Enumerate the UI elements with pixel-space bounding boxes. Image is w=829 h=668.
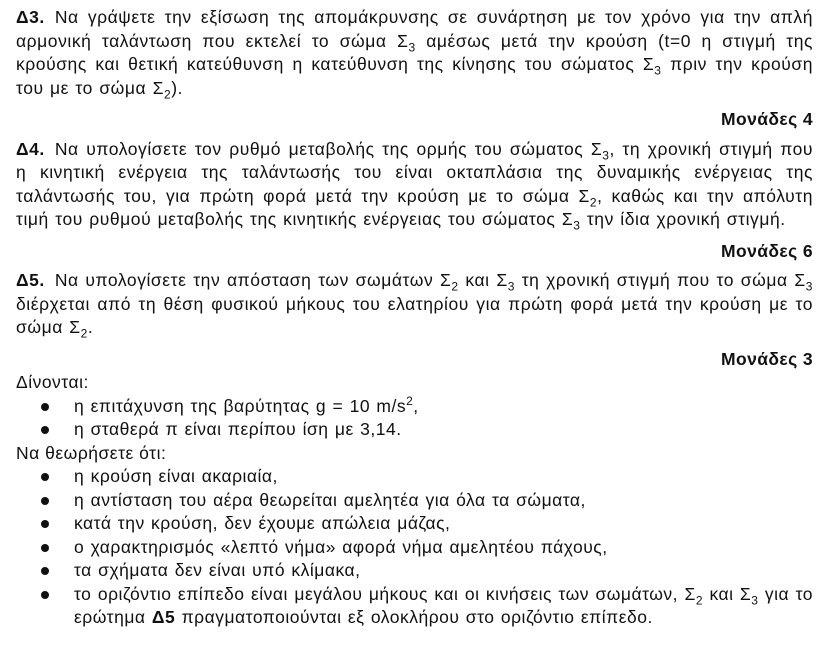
- question-d4: [16, 138, 813, 232]
- question-text: Να υπολογίσετε τον ρυθμό μεταβολής της ορμής του σώματος Σ: [54, 138, 603, 159]
- question-d5: [16, 269, 813, 340]
- assume-last-text: για το ερώτημα: [74, 583, 813, 627]
- question-text: , τη χρονική στιγμή που η κινητική ενέργεια της ταλάντωσής του είναι οκταπλάσια της δυναμικής ενέργειας της ταλάντωσής του, για πρώτη φορά μετά την κρούση με το σώμα Σ: [16, 138, 813, 206]
- subscript: 2: [695, 593, 703, 607]
- assume-last-text: το οριζόντιο επίπεδο είναι μεγάλου μήκους και οι κινήσεις των σωμάτων, Σ: [74, 583, 696, 604]
- question-label: Δ4.: [16, 138, 45, 159]
- question-text: πριν την κρούση του με το σώμα Σ: [16, 54, 813, 98]
- question-text: την ίδια χρονική στιγμή.: [580, 209, 786, 229]
- given-list: [16, 395, 813, 442]
- assume-last-text: και Σ: [703, 583, 752, 604]
- subscript: 3: [507, 279, 515, 294]
- list-item: [16, 395, 813, 419]
- question-text: Να υπολογίσετε την απόσταση των σωμάτων Σ: [54, 270, 452, 290]
- list-item: η αντίσταση του αέρα θεωρείται αμελητέα για όλα τα σώματα,: [16, 489, 813, 513]
- subscript: 2: [80, 326, 88, 341]
- subscript: 2: [589, 195, 598, 209]
- question-text: Να γράψετε την εξίσωση της απομάκρυνσης σε συνάρτηση με τον χρόνο για την απλή αρμονική ταλάντωση που εκτελεί το σώμα Σ: [16, 7, 813, 51]
- list-item: [16, 418, 813, 442]
- question-text: και Σ: [458, 270, 508, 290]
- subscript: 3: [602, 148, 610, 162]
- superscript: 2: [406, 393, 414, 408]
- question-label: Δ3.: [16, 7, 45, 27]
- question-text: ).: [171, 77, 184, 98]
- question-text: αμέσως μετά την κρούση (t=0 η στιγμή της κρούσης και θετική κατεύθυνση η κατεύθυνση της κίνησης του σώματος Σ: [16, 30, 813, 74]
- subscript: 2: [163, 87, 172, 101]
- list-item: τα σχήματα δεν είναι υπό κλίμακα,: [16, 559, 813, 583]
- list-item: η κρούση είναι ακαριαία,: [16, 465, 813, 489]
- assume-list: [16, 465, 813, 630]
- question-label: Δ5.: [16, 270, 45, 290]
- list-item: ο χαρακτηρισμός «λεπτό νήμα» αφορά νήμα αμελητέου πάχους,: [16, 536, 813, 560]
- subscript: 3: [654, 63, 662, 78]
- given-title: Δίνονται:: [16, 372, 89, 392]
- given-gravity-end: ,: [413, 395, 419, 416]
- question-text: διέρχεται από τη θέση φυσικού μήκους του ελατηρίου για πρώτη φορά μετά την κρούση με το σώμα Σ: [16, 293, 813, 337]
- question-text: .: [87, 317, 94, 337]
- given-gravity: η επιτάχυνση της βαρύτητας g = 10 m/s: [74, 395, 407, 416]
- subscript: 3: [751, 593, 759, 607]
- question-text: τη χρονική στιγμή που το σώμα Σ: [514, 270, 806, 290]
- question-text: , καθώς και την απόλυτη τιμή του ρυθμού μεταβολής της κινητικής ενέργειας του σώματος Σ: [16, 185, 813, 229]
- subscript: 2: [451, 279, 459, 294]
- list-item: [16, 583, 813, 630]
- marks-d5: Μονάδες 3: [721, 348, 813, 369]
- given-pi: η σταθερά π είναι περίπου ίση με 3,14.: [74, 419, 402, 439]
- marks-d3: Μονάδες 4: [721, 109, 813, 129]
- subscript: 3: [408, 40, 416, 54]
- subscript: 3: [805, 279, 813, 294]
- question-d3: [16, 6, 813, 100]
- subscript: 3: [573, 218, 581, 233]
- assume-last-text: πραγματοποιούνται εξ ολοκλήρου στο οριζόντιο επίπεδο.: [175, 607, 653, 627]
- marks-d4: Μονάδες 6: [721, 240, 813, 261]
- question-reference: Δ5: [151, 607, 176, 627]
- list-item: κατά την κρούση, δεν έχουμε απώλεια μάζας,: [16, 512, 813, 536]
- assume-title: Να θεωρήσετε ότι:: [16, 442, 167, 463]
